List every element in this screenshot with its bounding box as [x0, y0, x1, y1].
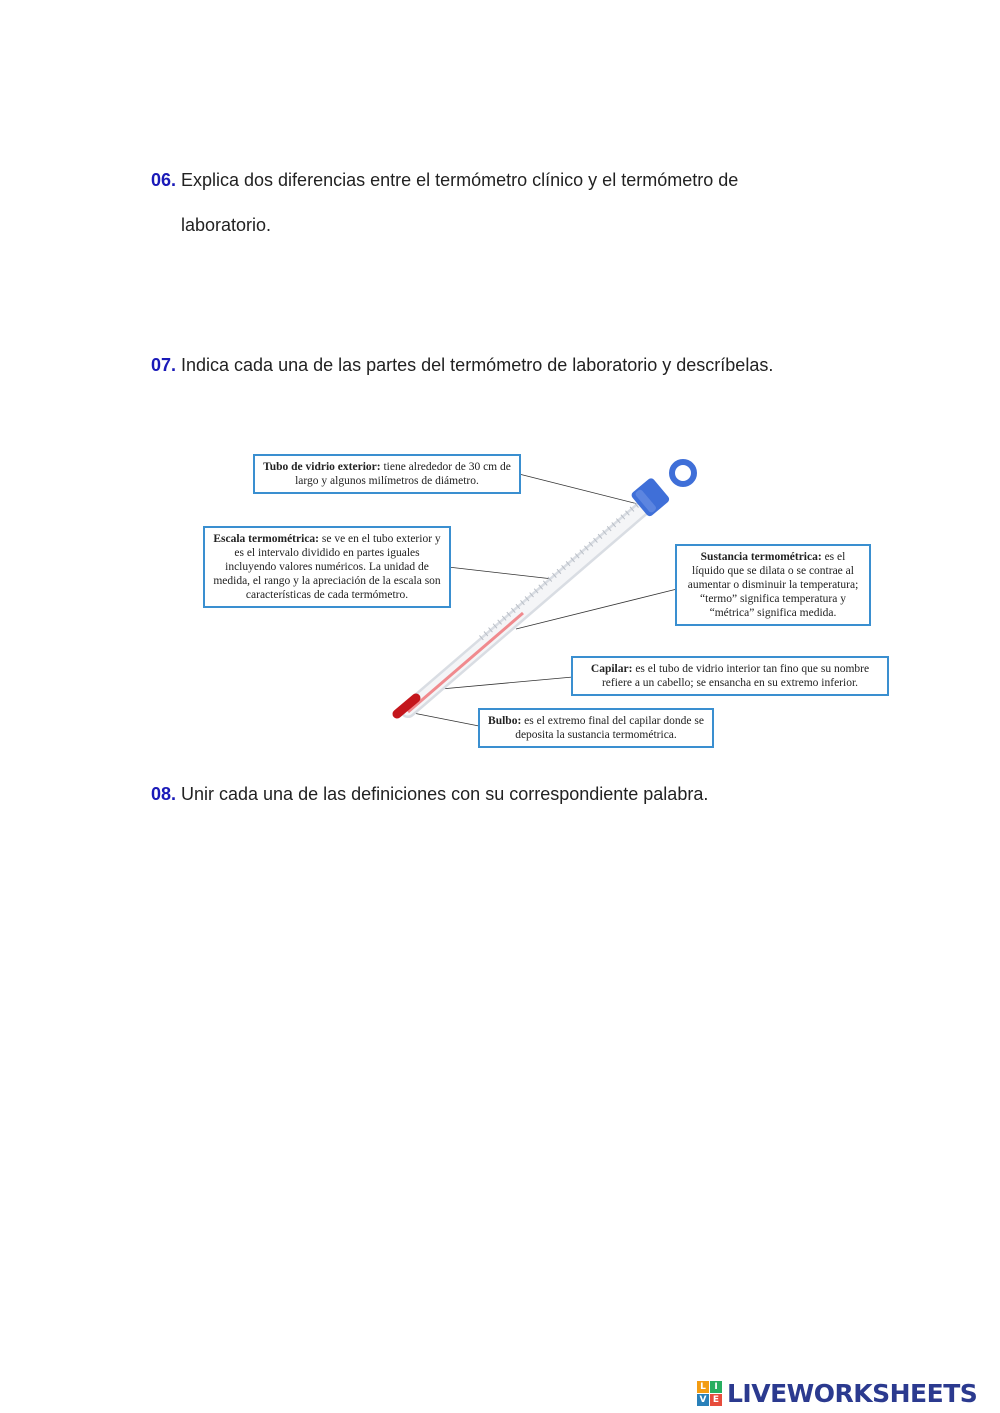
callout-description: es el líquido que se dilata o se contrae al aumentar o disminuir la temperatura; “termo” significa temperatura y “métrica” significa medida. [687, 551, 859, 619]
thermometer-diagram [183, 446, 941, 752]
callout-sustancia-termometrica [675, 544, 871, 626]
callout-description: tiene alrededor de 30 cm de largo y algunos milímetros de diámetro. [295, 461, 511, 487]
callout-term: Escala termométrica: [213, 533, 319, 545]
logo-grid-icon [697, 1381, 723, 1407]
question-text-continued: laboratorio. [181, 215, 272, 235]
question-number: 06. [151, 170, 177, 190]
logo-wordmark: LIVEWORKSHEETS [727, 1379, 978, 1408]
logo-letter: L [697, 1381, 709, 1393]
callout-term: Sustancia termométrica: [700, 551, 822, 563]
liveworksheets-logo [697, 1377, 993, 1411]
callout-term: Capilar: [590, 663, 633, 675]
question-text: Explica dos diferencias entre el termómetro clínico y el termómetro de [181, 170, 739, 190]
callout-description: es el extremo final del capilar donde se deposita la sustancia termométrica. [515, 715, 704, 741]
question-number: 08. [151, 784, 177, 804]
callout-bulbo [478, 708, 714, 748]
logo-letter: I [710, 1381, 722, 1393]
question-number: 07. [151, 355, 177, 375]
callout-tubo-vidrio-exterior [253, 454, 521, 494]
callout-term: Bulbo: [488, 715, 522, 727]
question-text: Indica cada una de las partes del termómetro de laboratorio y descríbelas. [181, 355, 774, 375]
question-text: Unir cada una de las definiciones con su correspondiente palabra. [181, 784, 709, 804]
callout-term: Tubo de vidrio exterior: [263, 461, 381, 473]
logo-letter: E [710, 1394, 722, 1406]
logo-letter: V [697, 1394, 709, 1406]
callout-description: es el tubo de vidrio interior tan fino que su nombre refiere a un cabello; se ensancha en su extremo inferior. [601, 663, 870, 689]
callout-escala-termometrica [203, 526, 451, 608]
callout-capilar [571, 656, 889, 696]
callout-description: se ve en el tubo exterior y es el intervalo dividido en partes iguales incluyendo valores numéricos. La unidad de medida, el rango y la apreciación de la escala son características de cada termómetro. [213, 533, 441, 601]
